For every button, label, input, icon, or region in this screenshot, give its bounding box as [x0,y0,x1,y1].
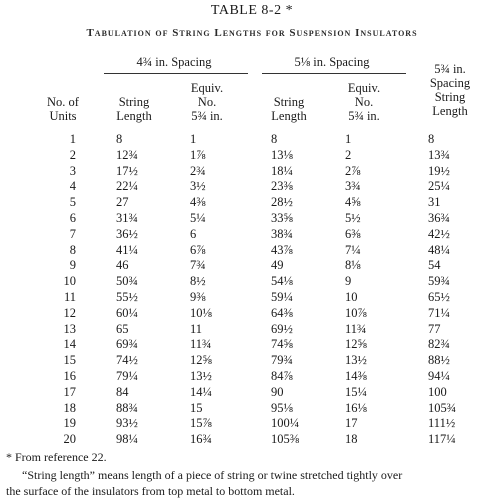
cell-equiv-5-125: 15¼ [345,384,367,399]
cell-equiv-4-75: 13½ [190,368,212,383]
cell-equiv-5-125: 3¾ [345,179,361,194]
cell-equiv-4-75: 16¾ [190,432,212,447]
table-row [0,369,504,385]
cell-equiv-5-125: 12⅝ [345,337,367,352]
cell-string-length-4-75: 31¾ [116,210,138,225]
cell-string-length-4-75: 98¼ [116,432,138,447]
cell-equiv-4-75: 10⅛ [190,305,212,320]
cell-equiv-4-75: 1 [190,132,197,146]
cell-equiv-5-125: 7¼ [345,242,361,257]
cell-equiv-4-75: 2¾ [190,163,206,178]
cell-units: 3 [69,163,76,178]
table-row [0,274,504,290]
cell-equiv-4-75: 15 [190,400,203,415]
table-row [0,290,504,306]
cell-string-length-5-75: 65½ [428,289,450,304]
cell-equiv-4-75: 1⅞ [190,147,206,162]
table-row [0,227,504,243]
group-rule-5-125 [262,73,406,74]
cell-equiv-5-125: 10⅞ [345,305,367,320]
cell-string-length-4-75: 74½ [116,353,138,368]
cell-equiv-4-75: 11¾ [190,337,212,352]
cell-units: 4 [69,179,76,194]
cell-string-length-5-125: 90 [271,384,284,399]
cell-units: 1 [69,132,76,146]
cell-string-length-5-75: 117¼ [428,432,456,447]
footnote-definition-line2: the surface of the insulators from top metal to bottom metal. [6,484,295,498]
cell-units: 10 [63,274,76,289]
cell-equiv-5-125: 2 [345,147,352,162]
cell-string-length-5-75: 48¼ [428,242,450,257]
cell-string-length-5-75: 94¼ [428,368,450,383]
cell-string-length-4-75: 69¾ [116,337,138,352]
cell-string-length-5-75: 59¾ [428,274,450,289]
cell-string-length-5-125: 8 [271,132,278,146]
cell-equiv-5-125: 8⅛ [345,258,361,273]
cell-equiv-4-75: 6⅞ [190,242,206,257]
cell-units: 5 [69,195,76,210]
table-row [0,416,504,432]
header-string-length-3: 5¾ in. Spacing String Length [429,62,471,118]
footnote-reference: * From reference 22. [6,450,107,464]
cell-equiv-4-75: 4⅜ [190,195,206,210]
header-string-length-1: String Length [116,95,152,123]
cell-units: 19 [63,416,76,431]
table-row [0,353,504,369]
cell-units: 6 [69,210,76,225]
cell-string-length-4-75: 65 [116,321,129,336]
cell-units: 16 [63,368,76,383]
cell-string-length-4-75: 36½ [116,226,138,241]
table-subtitle: Tabulation of String Lengths for Suspension Insulators [86,27,418,39]
cell-string-length-5-75: 25¼ [428,179,450,194]
cell-units: 13 [63,321,76,336]
cell-string-length-5-75: 88½ [428,353,450,368]
cell-string-length-4-75: 93½ [116,416,138,431]
cell-equiv-4-75: 7¾ [190,258,206,273]
cell-string-length-5-125: 13⅛ [271,147,293,162]
cell-equiv-4-75: 3½ [190,179,206,194]
table-body [0,132,504,448]
table-row [0,179,504,195]
group-header-5-125: 5⅛ in. Spacing [294,55,370,69]
cell-equiv-5-125: 6⅜ [345,226,361,241]
cell-string-length-5-125: 95⅛ [271,400,293,415]
cell-string-length-5-125: 74⅝ [271,337,293,352]
cell-equiv-5-125: 11¾ [345,321,367,336]
header-equiv-1: Equiv. No. 5¾ in. [190,81,224,123]
cell-units: 12 [63,305,76,320]
table-row [0,132,504,148]
table-row [0,337,504,353]
cell-string-length-5-75: 31 [428,195,441,210]
cell-string-length-5-125: 43⅞ [271,242,293,257]
cell-string-length-4-75: 22¼ [116,179,138,194]
table-title: TABLE 8-2 * [210,3,294,18]
footnote-definition-line1: “String length” means length of a piece of string or twine stretched tightly over [22,468,403,482]
cell-string-length-5-75: 77 [428,321,441,336]
header-string-length-2: String Length [271,95,307,123]
cell-string-length-4-75: 17½ [116,163,138,178]
cell-equiv-4-75: 12⅝ [190,353,212,368]
cell-string-length-5-75: 111½ [428,416,456,431]
cell-equiv-5-125: 4⅝ [345,195,361,210]
cell-string-length-5-75: 100 [428,384,447,399]
cell-string-length-4-75: 79¼ [116,368,138,383]
cell-string-length-5-75: 8 [428,132,435,146]
cell-string-length-5-125: 54⅛ [271,274,293,289]
cell-equiv-4-75: 9⅜ [190,289,206,304]
cell-string-length-5-75: 54 [428,258,441,273]
cell-equiv-5-125: 18 [345,432,358,447]
table-row [0,385,504,401]
group-header-4-75: 4¾ in. Spacing [136,55,212,69]
cell-equiv-5-125: 16⅛ [345,400,367,415]
cell-string-length-5-125: 38¾ [271,226,293,241]
cell-string-length-5-125: 18¼ [271,163,293,178]
table-row [0,243,504,259]
table-row [0,401,504,417]
cell-string-length-4-75: 27 [116,195,129,210]
table-row [0,322,504,338]
cell-units: 14 [63,337,76,352]
table-row [0,432,504,448]
cell-string-length-5-75: 82¾ [428,337,450,352]
cell-equiv-5-125: 2⅞ [345,163,361,178]
header-equiv-2: Equiv. No. 5¾ in. [347,81,381,123]
cell-units: 9 [69,258,76,273]
cell-string-length-5-125: 105⅜ [271,432,300,447]
cell-string-length-5-125: 100¼ [271,416,300,431]
cell-string-length-4-75: 46 [116,258,129,273]
table-row [0,211,504,227]
cell-string-length-4-75: 12¾ [116,147,138,162]
cell-string-length-4-75: 55½ [116,289,138,304]
cell-equiv-5-125: 1 [345,132,352,146]
table-row [0,195,504,211]
cell-equiv-4-75: 14¼ [190,384,212,399]
cell-string-length-4-75: 50¾ [116,274,138,289]
cell-units: 11 [63,289,76,304]
cell-string-length-4-75: 88¾ [116,400,138,415]
cell-units: 18 [63,400,76,415]
cell-units: 20 [63,432,76,447]
cell-equiv-5-125: 13½ [345,353,367,368]
table-row [0,164,504,180]
cell-string-length-5-125: 59¼ [271,289,293,304]
cell-equiv-5-125: 17 [345,416,358,431]
cell-equiv-5-125: 10 [345,289,358,304]
cell-equiv-4-75: 15⅞ [190,416,212,431]
cell-string-length-4-75: 60¼ [116,305,138,320]
group-rule-4-75 [104,73,248,74]
cell-units: 15 [63,353,76,368]
cell-string-length-5-125: 28½ [271,195,293,210]
cell-string-length-5-125: 23⅜ [271,179,293,194]
cell-units: 7 [69,226,76,241]
cell-equiv-5-125: 5½ [345,210,361,225]
cell-equiv-4-75: 6 [190,226,197,241]
cell-string-length-5-125: 84⅞ [271,368,293,383]
cell-string-length-5-125: 49 [271,258,284,273]
cell-string-length-4-75: 84 [116,384,129,399]
cell-string-length-5-125: 33⅝ [271,210,293,225]
cell-equiv-5-125: 9 [345,274,352,289]
table-row [0,306,504,322]
table-row [0,258,504,274]
table-row [0,148,504,164]
cell-equiv-4-75: 5¼ [190,210,206,225]
cell-equiv-4-75: 8½ [190,274,206,289]
cell-units: 17 [63,384,76,399]
cell-string-length-5-125: 64⅜ [271,305,293,320]
cell-string-length-5-125: 69½ [271,321,293,336]
cell-string-length-5-125: 79¾ [271,353,293,368]
cell-string-length-5-75: 19½ [428,163,450,178]
cell-string-length-5-75: 42½ [428,226,450,241]
cell-string-length-5-75: 13¾ [428,147,450,162]
cell-equiv-4-75: 11 [190,321,203,336]
cell-string-length-5-75: 71¼ [428,305,450,320]
cell-string-length-4-75: 41¼ [116,242,138,257]
header-units: No. of Units [47,95,79,123]
cell-string-length-5-75: 105¾ [428,400,457,415]
cell-units: 2 [69,147,76,162]
cell-string-length-5-75: 36¾ [428,210,450,225]
cell-equiv-5-125: 14⅜ [345,368,367,383]
cell-string-length-4-75: 8 [116,132,123,146]
cell-units: 8 [69,242,76,257]
